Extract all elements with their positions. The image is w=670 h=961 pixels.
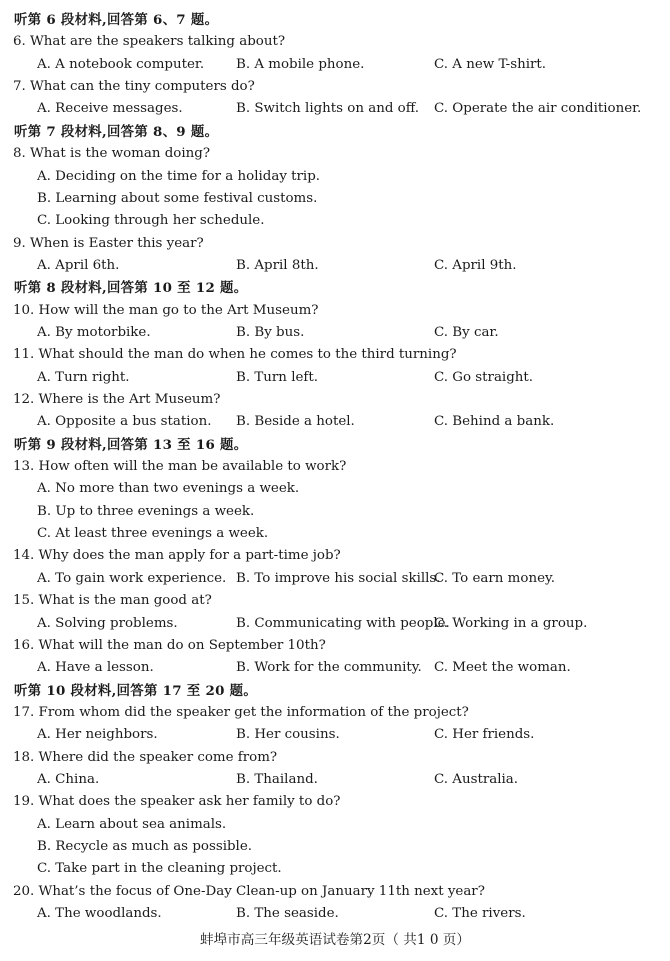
answer-option-b: B. Work for the community.	[236, 660, 422, 676]
section-heading: 听第 7 段材料,回答第 8、9 题。	[14, 123, 219, 140]
answer-option-a: A. The woodlands.	[37, 906, 162, 921]
section-heading: 听第 10 段材料,回答第 17 至 20 题。	[14, 682, 258, 699]
option-row	[0, 769, 670, 791]
answer-option-c: C. At least three evenings a week.	[37, 526, 269, 542]
answer-option-c: C. Australia.	[434, 771, 519, 787]
answer-option-b: B. Turn left.	[236, 369, 318, 385]
question-stem: 8. What is the woman doing?	[13, 146, 211, 162]
option-row	[0, 903, 670, 925]
answer-option-a: A. To gain work experience.	[37, 570, 227, 586]
section-heading: 听第 8 段材料,回答第 10 至 12 题。	[14, 280, 248, 297]
answer-option-a: A. A notebook computer.	[37, 56, 205, 72]
option-row	[0, 523, 670, 545]
answer-option-c: C. To earn money.	[434, 570, 556, 586]
option-row	[0, 188, 670, 210]
answer-option-b: B. Switch lights on and off.	[236, 101, 420, 117]
answer-option-b: B. The seaside.	[236, 906, 339, 921]
answer-option-b: B. Up to three evenings a week.	[37, 503, 255, 519]
question-stem: 16. What will the man do on September 10th?	[13, 637, 326, 653]
answer-option-c: C. April 9th.	[434, 257, 517, 273]
answer-option-a: A. Turn right.	[37, 369, 130, 385]
option-row	[0, 613, 670, 635]
option-row	[0, 54, 670, 76]
option-row	[0, 858, 670, 880]
answer-option-a: A. Receive messages.	[37, 101, 183, 117]
question-stem: 10. How will the man go to the Art Museum?	[13, 302, 319, 318]
answer-option-b: B. April 8th.	[236, 257, 319, 273]
question-stem: 13. How often will the man be available to work?	[13, 459, 347, 474]
question-stem: 7. What can the tiny computers do?	[13, 79, 255, 95]
answer-option-a: A. Deciding on the time for a holiday trip.	[37, 168, 321, 184]
answer-option-a: A. No more than two evenings a week.	[37, 481, 300, 497]
answer-option-a: A. Learn about sea animals.	[37, 816, 227, 832]
question-stem: 6. What are the speakers talking about?	[13, 34, 286, 50]
question-stem: 12. Where is the Art Museum?	[13, 392, 221, 407]
answer-option-b: B. To improve his social skills.	[236, 570, 441, 586]
option-row	[0, 568, 670, 590]
answer-option-b: B. Communicating with people.	[236, 615, 450, 631]
option-row	[0, 501, 670, 523]
option-row	[0, 210, 670, 232]
answer-option-c: C. The rivers.	[434, 906, 526, 921]
answer-option-c: C. Her friends.	[434, 727, 535, 743]
option-row	[0, 166, 670, 188]
answer-option-c: C. Go straight.	[434, 369, 534, 385]
answer-option-c: C. A new T-shirt.	[434, 56, 547, 72]
option-row	[0, 814, 670, 836]
question-stem: 18. Where did the speaker come from?	[13, 749, 278, 765]
answer-option-a: A. Have a lesson.	[37, 660, 154, 676]
answer-option-b: B. Her cousins.	[236, 727, 340, 743]
option-row	[0, 98, 670, 120]
question-stem: 17. From whom did the speaker get the information of the project?	[13, 704, 469, 720]
option-row	[0, 724, 670, 746]
answer-option-c: C. Operate the air conditioner.	[434, 101, 642, 117]
answer-option-c: C. Looking through her schedule.	[37, 213, 265, 229]
option-row	[0, 367, 670, 389]
answer-option-a: A. By motorbike.	[37, 324, 151, 340]
section-heading: 听第 9 段材料,回答第 13 至 16 题。	[14, 436, 248, 453]
question-stem: 14. Why does the man apply for a part-time job?	[13, 548, 341, 564]
answer-option-b: B. Learning about some festival customs.	[37, 190, 318, 206]
answer-option-a: A. Opposite a bus station.	[37, 414, 212, 430]
option-row	[0, 836, 670, 858]
option-row	[0, 657, 670, 679]
answer-option-a: A. Solving problems.	[37, 615, 178, 631]
page-footer: 蚌埠市高三年级英语试卷第2页（ 共1 0 页）	[199, 932, 470, 948]
question-stem: 19. What does the speaker ask her family to do?	[13, 794, 341, 810]
question-stem: 9. When is Easter this year?	[13, 235, 204, 251]
answer-option-c: C. Meet the woman.	[434, 660, 571, 676]
answer-option-c: C. Take part in the cleaning project.	[37, 861, 282, 877]
answer-option-c: C. Behind a bank.	[434, 414, 555, 430]
answer-option-c: C. Working in a group.	[434, 615, 588, 631]
answer-option-b: B. Recycle as much as possible.	[37, 839, 253, 854]
answer-option-b: B. Beside a hotel.	[236, 414, 355, 430]
question-stem: 11. What should the man do when he comes to the third turning?	[13, 347, 457, 363]
option-row	[0, 478, 670, 500]
answer-option-b: B. A mobile phone.	[236, 56, 365, 72]
section-heading: 听第 6 段材料,回答第 6、7 题。	[14, 12, 219, 28]
answer-option-c: C. By car.	[434, 324, 499, 340]
answer-option-b: B. By bus.	[236, 324, 305, 340]
question-stem: 20. What’s the focus of One-Day Clean-up on January 11th next year?	[13, 883, 485, 899]
option-row	[0, 411, 670, 433]
question-stem: 15. What is the man good at?	[13, 593, 212, 609]
option-row	[0, 322, 670, 344]
answer-option-a: A. Her neighbors.	[37, 727, 158, 743]
answer-option-a: A. China.	[37, 771, 100, 787]
answer-option-b: B. Thailand.	[236, 771, 318, 787]
option-row	[0, 255, 670, 277]
answer-option-a: A. April 6th.	[37, 257, 120, 273]
